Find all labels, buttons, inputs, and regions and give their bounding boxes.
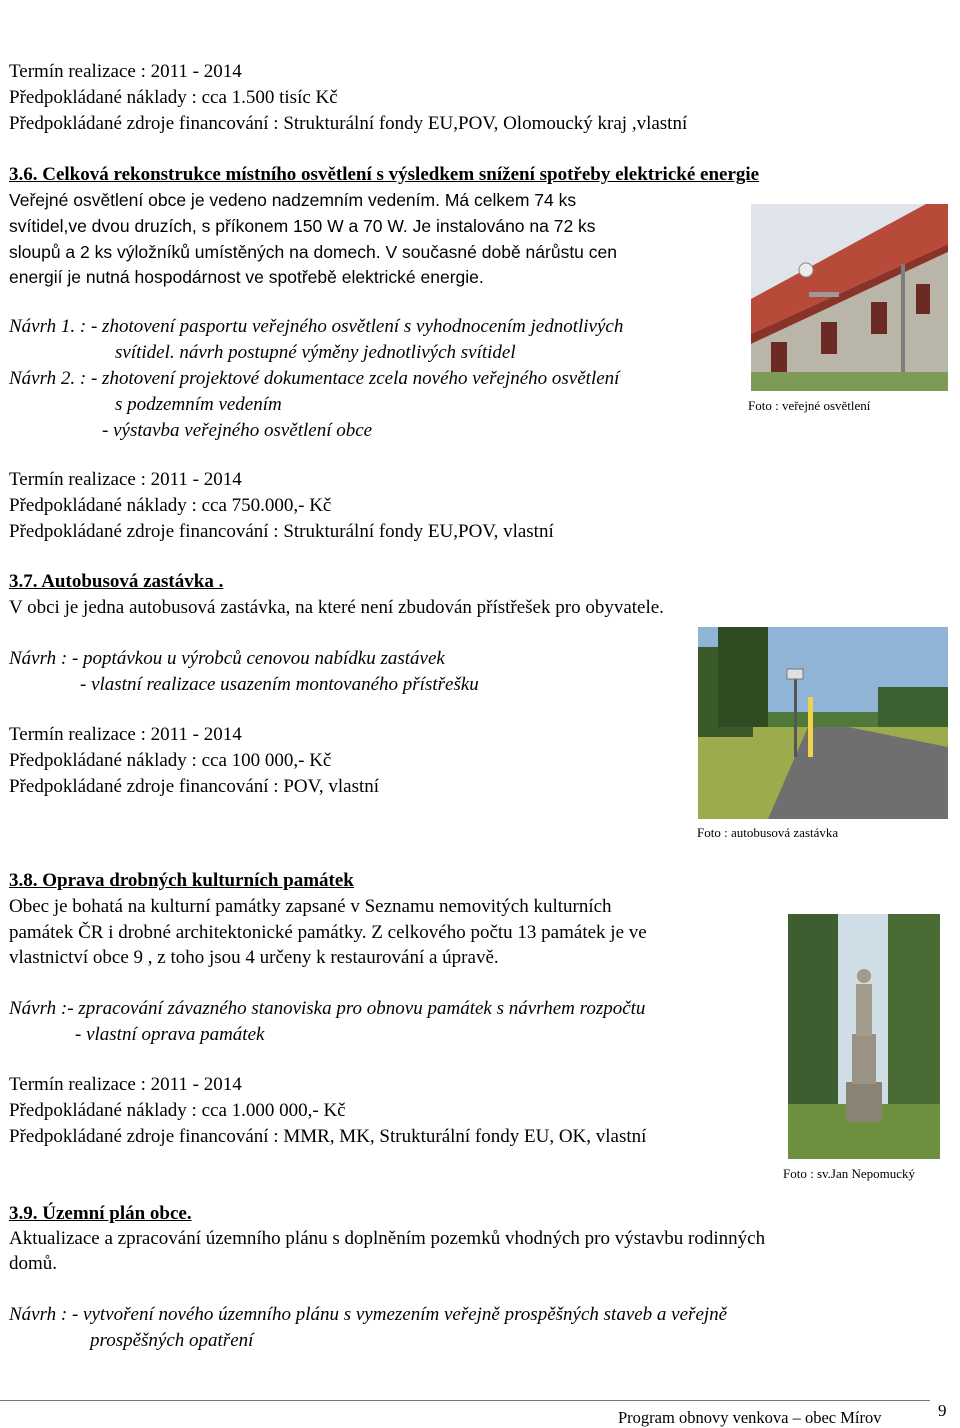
termin-text: Termín realizace : 2011 - 2014 bbox=[9, 1074, 242, 1095]
photo-caption: Foto : autobusová zastávka bbox=[697, 825, 839, 840]
page-number: 9 bbox=[938, 1401, 947, 1420]
paragraph-line: domů. bbox=[9, 1253, 58, 1274]
zdroje-text: Předpokládané zdroje financování : POV, vlastní bbox=[9, 776, 380, 797]
paragraph-line: sloupů a 2 ks výložníků umístěných na domech. V současné době nárůstu cen bbox=[9, 242, 617, 262]
section-heading-3-6: 3.6. Celková rekonstrukce místního osvětlení s výsledkem snížení spotřeby elektrické energie bbox=[9, 164, 760, 185]
naklady-text: Předpokládané náklady : cca 1.500 tisíc Kč bbox=[9, 87, 338, 108]
paragraph-line: Veřejné osvětlení obce je vedeno nadzemním vedením. Má celkem 74 ks bbox=[9, 190, 577, 210]
navrh-line: - vlastní realizace usazením montovaného přístřešku bbox=[80, 674, 479, 695]
zdroje-text: Předpokládané zdroje financování : Strukturální fondy EU,POV, vlastní bbox=[9, 521, 554, 542]
paragraph-line: Obec je bohatá na kulturní památky zapsané v Seznamu nemovitých kulturních bbox=[9, 896, 612, 917]
paragraph-line: energií je nutná hospodárnost ve spotřebě elektrické energie. bbox=[9, 267, 484, 287]
navrh-line: - vlastní oprava památek bbox=[75, 1024, 265, 1045]
navrh-line: Návrh 2. : - zhotovení projektové dokumentace zcela nového veřejného osvětlení bbox=[9, 368, 620, 389]
naklady-text: Předpokládané náklady : cca 100 000,- Kč bbox=[9, 750, 332, 771]
paragraph-line: památek ČR i drobné architektonické památky. Z celkového počtu 13 památek je ve bbox=[9, 922, 647, 943]
naklady-text: Předpokládané náklady : cca 1.000 000,- Kč bbox=[9, 1100, 346, 1121]
navrh-line: Návrh :- zpracování závazného stanoviska pro obnovu památek s návrhem rozpočtu bbox=[9, 998, 646, 1019]
section-heading-3-8: 3.8. Oprava drobných kulturních památek bbox=[9, 870, 354, 891]
termin-text: Termín realizace : 2011 - 2014 bbox=[9, 61, 242, 82]
naklady-text: Předpokládané náklady : cca 750.000,- Kč bbox=[9, 495, 332, 516]
paragraph-line: vlastnictví obce 9 , z toho jsou 4 určeny k restaurování a úpravě. bbox=[9, 947, 499, 968]
paragraph-line: Aktualizace a zpracování územního plánu s doplněním pozemků vhodných pro výstavbu rodinných bbox=[9, 1228, 766, 1249]
zdroje-text: Předpokládané zdroje financování : Strukturální fondy EU,POV, Olomoucký kraj ,vlastní bbox=[9, 113, 688, 134]
photo-verejne-osvetleni bbox=[751, 204, 948, 391]
navrh-line: svítidel. návrh postupné výměny jednotlivých svítidel bbox=[115, 342, 516, 363]
section-heading-3-9: 3.9. Územní plán obce. bbox=[9, 1203, 192, 1224]
paragraph-line: svítidel,ve dvou druzích, s příkonem 150 W a 70 W. Je instalováno na 72 ks bbox=[9, 216, 596, 236]
termin-text: Termín realizace : 2011 - 2014 bbox=[9, 724, 242, 745]
navrh-line: Návrh : - poptávkou u výrobců cenovou nabídku zastávek bbox=[9, 648, 445, 669]
navrh-line: prospěšných opatření bbox=[90, 1330, 254, 1351]
paragraph-line: V obci je jedna autobusová zastávka, na které není zbudován přístřešek pro obyvatele. bbox=[9, 597, 664, 618]
photo-autobusova-zastavka bbox=[698, 627, 948, 819]
house-photo-illustration bbox=[751, 204, 948, 391]
road-photo-illustration bbox=[698, 627, 948, 819]
footer-divider bbox=[0, 1400, 930, 1401]
termin-text: Termín realizace : 2011 - 2014 bbox=[9, 469, 242, 490]
navrh-line: s podzemním vedením bbox=[115, 394, 282, 415]
section-heading-3-7: 3.7. Autobusová zastávka . bbox=[9, 571, 224, 592]
photo-jan-nepomucky bbox=[788, 914, 940, 1159]
footer-text: Program obnovy venkova – obec Mírov bbox=[618, 1408, 882, 1427]
photo-caption: Foto : veřejné osvětlení bbox=[748, 398, 871, 413]
navrh-line: Návrh 1. : - zhotovení pasportu veřejného osvětlení s vyhodnocením jednotlivých bbox=[9, 316, 624, 337]
zdroje-text: Předpokládané zdroje financování : MMR, MK, Strukturální fondy EU, OK, vlastní bbox=[9, 1126, 647, 1147]
statue-photo-illustration bbox=[788, 914, 940, 1159]
navrh-line: - výstavba veřejného osvětlení obce bbox=[102, 420, 373, 441]
photo-caption: Foto : sv.Jan Nepomucký bbox=[783, 1166, 916, 1181]
navrh-line: Návrh : - vytvoření nového územního plánu s vymezením veřejně prospěšných staveb a veřejně bbox=[9, 1304, 728, 1325]
